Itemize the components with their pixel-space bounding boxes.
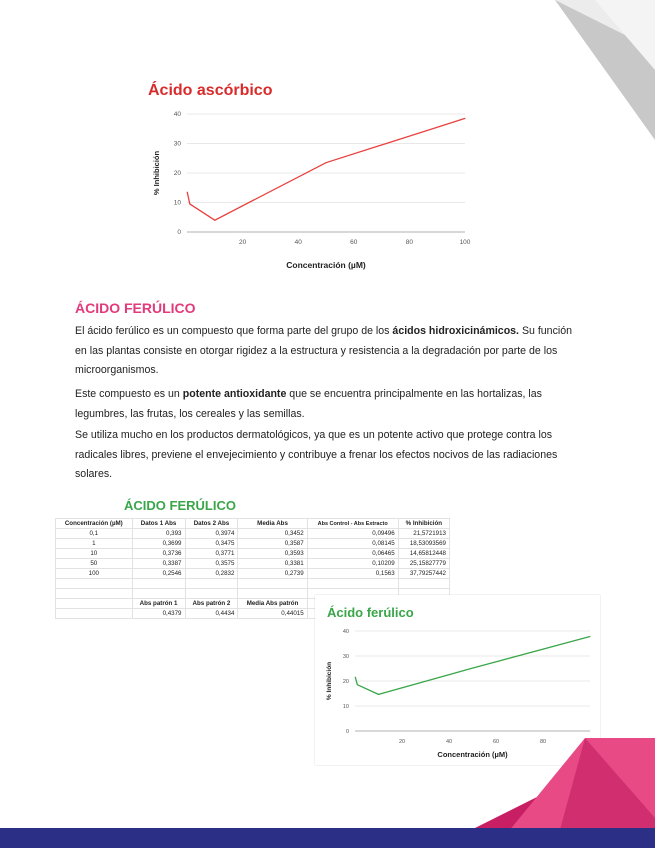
y-tick-label: 20 <box>342 679 349 685</box>
sheet-header-row <box>56 519 450 529</box>
sheet-cell: 0,1563 <box>307 569 398 579</box>
sheet-cell: 0,3974 <box>185 529 238 539</box>
patron-value-cell: 0,44015 <box>238 609 307 619</box>
x-tick-label: 20 <box>398 739 406 745</box>
p2-text-c: que se encuentra principalmente en las hortalizas, las legumbres, las frutas, los cereales y las semillas. <box>75 388 542 420</box>
sheet-header-cell: % Inhibición <box>398 519 449 529</box>
corner-decoration <box>555 0 655 140</box>
y-tick-label: 0 <box>345 729 349 735</box>
y-tick-label: 20 <box>173 170 181 177</box>
p1-text-c: Su función en las plantas consiste en otorgar rigidez a la estructura y resistencia a la degradación por parte de los microorganismos. <box>75 325 573 376</box>
sheet-cell: 14,65812448 <box>398 549 449 559</box>
p2-bold: potente antioxidante <box>182 388 287 400</box>
x-axis-label: Concentración (µM) <box>437 750 508 759</box>
sheet-cell: 25,15827779 <box>398 559 449 569</box>
patron-header-cell: Abs patrón 2 <box>185 599 238 609</box>
sheet-cell: 0,3593 <box>238 549 307 559</box>
sheet-title: ÁCIDO FERÚLICO <box>124 498 236 513</box>
x-axis-label: Concentración (µM) <box>286 260 366 270</box>
sheet-cell: 0,3575 <box>185 559 238 569</box>
patron-header-cell: Abs patrón 1 <box>132 599 185 609</box>
y-tick-label: 10 <box>173 199 181 207</box>
y-tick-label: 30 <box>342 654 349 660</box>
chart-ascorbic <box>125 70 475 280</box>
data-point <box>465 118 466 119</box>
x-tick-label: 80 <box>405 239 414 246</box>
x-tick-label: 20 <box>238 239 247 246</box>
sheet-cell: 37,79257442 <box>398 569 449 579</box>
data-point <box>472 668 473 669</box>
p2-text-a: Este compuesto es un <box>75 388 183 400</box>
sheet-cell: 0,1 <box>56 529 133 539</box>
sheet-header-cell: Datos 2 Abs <box>185 519 238 529</box>
y-tick-label: 10 <box>342 704 349 710</box>
data-point <box>378 694 379 695</box>
sheet-cell: 100 <box>56 569 133 579</box>
sheet-cell: 0,2546 <box>132 569 185 579</box>
paragraph-3: Se utiliza mucho en los productos dermatológicos, ya que es un potente activo que protege contra los radicales libres, previene el envejecimiento y contribuye a frenar los efectos nocivos de las radiaciones solares. <box>75 429 558 480</box>
sheet-cell: 0,08145 <box>307 539 398 549</box>
sheet-cell: 0,3381 <box>238 559 307 569</box>
table-row <box>56 539 450 549</box>
sheet-cell: 0,2739 <box>238 569 307 579</box>
sheet-cell: 50 <box>56 559 133 569</box>
chart-ferulic-title: Ácido ferúlico <box>327 605 414 620</box>
sheet-cell: 0,3452 <box>238 529 307 539</box>
sheet-cell: 0,3475 <box>185 539 238 549</box>
section-title: ÁCIDO FERÚLICO <box>75 300 196 316</box>
x-tick-label: 100 <box>459 239 471 246</box>
sheet-cell: 10 <box>56 549 133 559</box>
y-tick-label: 40 <box>342 629 349 635</box>
data-point <box>214 220 215 221</box>
sheet-cell: 0,09496 <box>307 529 398 539</box>
sheet-cell: 0,393 <box>132 529 185 539</box>
x-tick-label: 80 <box>539 739 547 745</box>
paragraph-1 <box>75 322 585 381</box>
data-point <box>187 192 188 193</box>
y-axis-label: % Inhibición <box>152 150 161 196</box>
sheet-header-cell: Media Abs <box>238 519 307 529</box>
p1-bold: ácidos hidroxicinámicos. <box>392 325 519 337</box>
data-point <box>326 162 327 163</box>
y-tick-label: 30 <box>173 140 181 148</box>
table-row <box>56 529 450 539</box>
sheet-cell: 0,3771 <box>185 549 238 559</box>
patron-header-cell: Media Abs patrón <box>238 599 307 609</box>
y-tick-label: 0 <box>177 229 181 236</box>
data-point <box>357 684 358 685</box>
x-tick-label: 40 <box>294 239 302 246</box>
data-point <box>189 203 190 204</box>
footer-bar <box>0 828 655 848</box>
data-point <box>355 677 356 678</box>
paragraph-2 <box>75 385 585 424</box>
table-row <box>56 559 450 569</box>
sheet-cell: 0,10209 <box>307 559 398 569</box>
sheet-cell: 0,3699 <box>132 539 185 549</box>
y-axis-label: % Inhibición <box>326 661 333 701</box>
sheet-header-cell: Concentración (µM) <box>56 519 133 529</box>
sheet-cell: 0,3387 <box>132 559 185 569</box>
chart-ascorbic-svg <box>125 70 475 280</box>
sheet-cell: 18,53093569 <box>398 539 449 549</box>
x-tick-label: 60 <box>350 239 358 246</box>
data-point <box>590 636 591 637</box>
sheet-header-cell: Abs Control - Abs Extracto <box>307 519 398 529</box>
sheet-header-cell: Datos 1 Abs <box>132 519 185 529</box>
p1-text-a: El ácido ferúlico es un compuesto que forma parte del grupo de los <box>75 325 393 337</box>
y-tick-label: 40 <box>173 111 181 118</box>
series-line <box>355 637 590 695</box>
sheet-cell: 0,06465 <box>307 549 398 559</box>
sheet-cell: 0,3736 <box>132 549 185 559</box>
table-row <box>56 579 450 589</box>
sheet-cell: 1 <box>56 539 133 549</box>
x-tick-label: 40 <box>445 739 453 745</box>
patron-value-cell: 0,4434 <box>185 609 238 619</box>
table-row <box>56 569 450 579</box>
sheet-cell: 0,2832 <box>185 569 238 579</box>
sheet-cell: 0,3587 <box>238 539 307 549</box>
chart-ascorbic-title: Ácido ascórbico <box>148 82 273 99</box>
table-row <box>56 549 450 559</box>
patron-value-cell: 0,4379 <box>132 609 185 619</box>
x-tick-label: 60 <box>492 739 500 745</box>
sheet-cell: 21,5721913 <box>398 529 449 539</box>
series-line <box>187 118 465 220</box>
